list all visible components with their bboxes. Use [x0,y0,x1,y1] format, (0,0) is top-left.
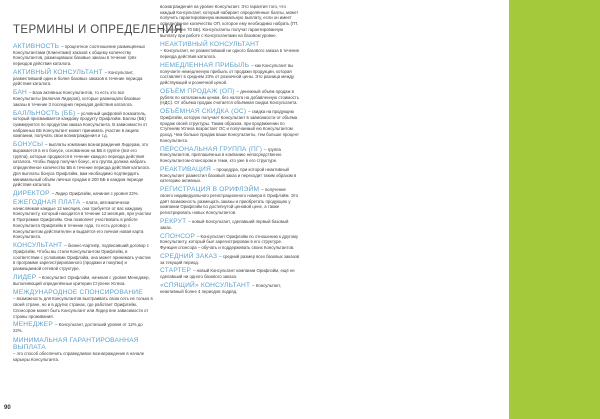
glossary-term: МЕЖДУНАРОДНОЕ СПОНСИРОВАНИЕ [13,289,143,297]
glossary-definition: – новый Консультант компании Орифлэйм, ещё не сделавший ни одного базового заказа. [160,268,295,280]
glossary-definition: – скидка на продукцию Орифлэйм, которую получает Консультант в зависимости от объёма продаж своей структуры. Таким образом, при продвижении по Ступеням Успеха возрастает ОС и получаемый ею Консультантом доход. Чем больше продаж ваши Консультанты, тем больше процент Консультанта. [160,109,299,143]
glossary-definition: вознаграждения на уровне Консультант. Это гарантия того, что каждый Консультант, который набирает определённые баллы, может получить гарантированную минимальную выплату, если он имеет определённое количество ОП, которое ему необходимо набрать (ГП, т.е. не менее 70 ББ). Консультанты получат гарантированную выплату при работе с Консультантами на базовом уровне. [160,4,299,38]
glossary-entry [160,89,300,106]
glossary-definition: – возможность для Консультантов выстраивать свою сеть не только в своей стране, но и в других странах, где работает Орифлэйм. Спонсором может быть Консультант или Лидер вне зависимости от страны проживания. [13,296,153,319]
glossary-term: КОНСУЛЬТАНТ [13,242,63,250]
glossary-term: ОБЪЁМНАЯ СКИДКА (ОС) [160,108,247,116]
page-number: 90 [4,405,11,411]
glossary-definition: – Консультант Орифлэйм по отношению к другому Консультанту, который был зарегистрирован в его структуре. Функция спонсора – обучать и поддерживать своих Консультантов. [160,233,299,250]
glossary-definition: – это способ обеспечить справедливое вознаграждение в начале карьеры Консультанта. [13,351,145,362]
glossary-term: ДИРЕКТОР [13,190,50,198]
glossary-definition: – Консультант, достигший уровня от 12% до 22%. [13,322,143,334]
glossary-entry [13,90,153,107]
glossary-entry [13,111,153,140]
glossary-term: МИНИМАЛЬНАЯ ГАРАНТИРОВАННАЯ ВЫПЛАТА [13,337,139,351]
page-title: ТЕРМИНЫ И ОПРЕДЕЛЕНИЯ [13,24,183,36]
glossary-term: СПОНСОР [160,232,195,240]
glossary-term: «СПЯЩИЙ» КОНСУЛЬТАНТ [160,282,251,290]
glossary-definition: – условный цифровой показатель, который присваивается каждому продукту Орифлэйм. Баллы (ББ) суммируются по продуктам заказа Консультанта. В зависимости от набранных ББ Консультант может принимать участие в акциях компании, получать свои вознаграждения и т.д. [13,110,148,139]
glossary-definition: – Консультант, неактивный более 4 периодов подряд. [160,283,282,294]
glossary-term: БОНУСЫ [13,141,44,149]
glossary-entry [160,268,300,279]
glossary-term: РЕАКТИВАЦИЯ [160,166,211,173]
glossary-definition: – выплаты компании вознаграждения Лидерам, это выражается в его бонусе, основанном на ББ в группе (вся его группа), которые продаются в течение каждого периода действия каталога. Чтобы Лидер получил бонус, его группа должна набрать определённое количество ББ в течение периода действия каталога. Для выплаты бонуса Орифлэйм, вам необходимо подтвердить минимальный объём личных продаж в 200 ББ в каждом периоде действия каталога. [13,142,151,188]
glossary-entry [160,254,300,265]
glossary-definition: – как Консультант вы получаете немедленную прибыль от продажи продукции, которая составляет в среднем 23% от розничной цены. Это разница между действующей и розничной ценой. [160,63,295,86]
glossary-term: ЕЖЕГОДНАЯ ПЛАТА [13,199,81,206]
glossary-definition: – Консультант, разместивший один и более базовых заказов в течение периода действия каталога. [13,70,143,87]
glossary-definition: – денежный объём продаж в рублях по каталожным ценам, без налога на добавленную стоимость (НДС). От объёма продаж считается объёмная скидка Консультанта. [160,89,299,106]
glossary-entry [160,109,300,143]
glossary-definition: – группа Консультантов, приглашённых в компанию непосредственно Консультантом-спонсором и теми, кто уже в его структуре. [160,146,282,164]
glossary-definition: – процедура, при которой неактивный Консультант разместил базовый заказ и переходит таким образом в категорию активных. [160,167,297,184]
glossary-definition: – процентное соотношение размещённых Консультантами (Клиентами) заказов к общему количеству Консультантов, размещавших базовые заказы в течение трёх периодов действия каталога. [13,44,146,67]
glossary-definition: – получение своего индивидуального регистрационного номера в Орифлэйм. Это даёт возможность размещать заказы и приобретать продукцию у компании Орифлэйм по достигнутой ценовой цене, а также регистрировать новых Консультантов. [160,187,299,216]
glossary-definition: – средний размер всех базовых заказов за текущий период. [160,253,300,265]
glossary-entry [160,167,300,184]
glossary-entry [13,243,153,272]
glossary-term: ЛИДЕР [13,273,37,281]
glossary-entry [13,275,153,286]
glossary-entry [160,234,300,251]
glossary-term: НЕМЕДЛЕННАЯ ПРИБЫЛЬ [160,62,250,69]
glossary-entry [13,200,153,240]
glossary-definition: – Консультант Орифлэйм, начиная с уровня Менеджер, выполняющий определённые критерии Ступени Успеха. [13,274,150,286]
glossary-definition: – плата, автоматически начисляемая каждые 12 месяцев, она требуется от вас каждому Консультанту, который находится в течение 12 месяцев, при участии в Программе Орифлэйм. Она позволяет участвовать в работе Консультанта Орифлэйм в течение года, то есть договор с Консультантом действителен и выдаётся его личная новая карта Консультанта. [13,200,151,240]
glossary-term: МЕНЕДЖЕР [13,321,54,329]
glossary-entry [13,70,153,87]
glossary-definition: – бизнес-партнёр, подписавший договор с Орифлэйм. Чтобы вы стали Консультантом Орифлэйм, в соответствии с условиями Орифлэйм, она может принимать участие в программе зарегистрированного (продажи и покупки) и размещаемой сетевой структуре. [13,243,151,271]
glossary-definition: – База активных Консультантов, то есть это все Консультанты (включая Лидеров), которые размещали базовые заказы в течение 3 последних периодов действия каталога. [13,90,141,107]
glossary-entry [160,63,300,86]
glossary-entry [13,142,153,188]
glossary-entry [160,283,300,294]
glossary-term: РЕГИСТРАЦИЯ В ОРИФЛЭЙМ [160,186,260,194]
glossary-term: БАН [13,89,27,97]
glossary-term: СТАРТЕР [160,267,192,275]
glossary-term: НЕАКТИВНЫЙ КОНСУЛЬТАНТ [160,41,260,49]
glossary-term: АКТИВНЫЙ КОНСУЛЬТАНТ [13,69,103,76]
glossary-entry [13,191,153,197]
glossary-definition: – Консультант, не разместивший ни одного базового заказа в течение периода действия каталога. [160,48,300,60]
glossary-entry-continued [160,4,300,38]
right-column [160,4,300,298]
glossary-term: БАЛЛЬНОСТЬ (ББ) [13,109,76,117]
glossary-entry [13,322,153,333]
glossary-entry [160,41,300,59]
glossary-term: РЕКРУТ [160,218,187,225]
glossary-definition: – Лидер Орифлэйм, начиная с уровня 22%. [51,191,139,197]
glossary-entry [160,187,300,216]
glossary-definition: – новый Консультант, сделавший первый базовый заказ. [160,219,289,230]
glossary-term: СРЕДНИЙ ЗАКАЗ [160,252,218,260]
glossary-entry [13,44,153,67]
glossary-entry [160,219,300,230]
left-column [13,44,153,366]
glossary-entry [160,147,300,164]
glossary-term: АКТИВНОСТЬ [13,43,60,50]
glossary-entry [13,337,153,362]
green-accent-panel [509,0,600,419]
glossary-term: ПЕРСОНАЛЬНАЯ ГРУППА (ПГ) [160,145,263,153]
glossary-entry [13,289,153,319]
glossary-term: ОБЪЁМ ПРОДАЖ (ОП) [160,88,235,95]
